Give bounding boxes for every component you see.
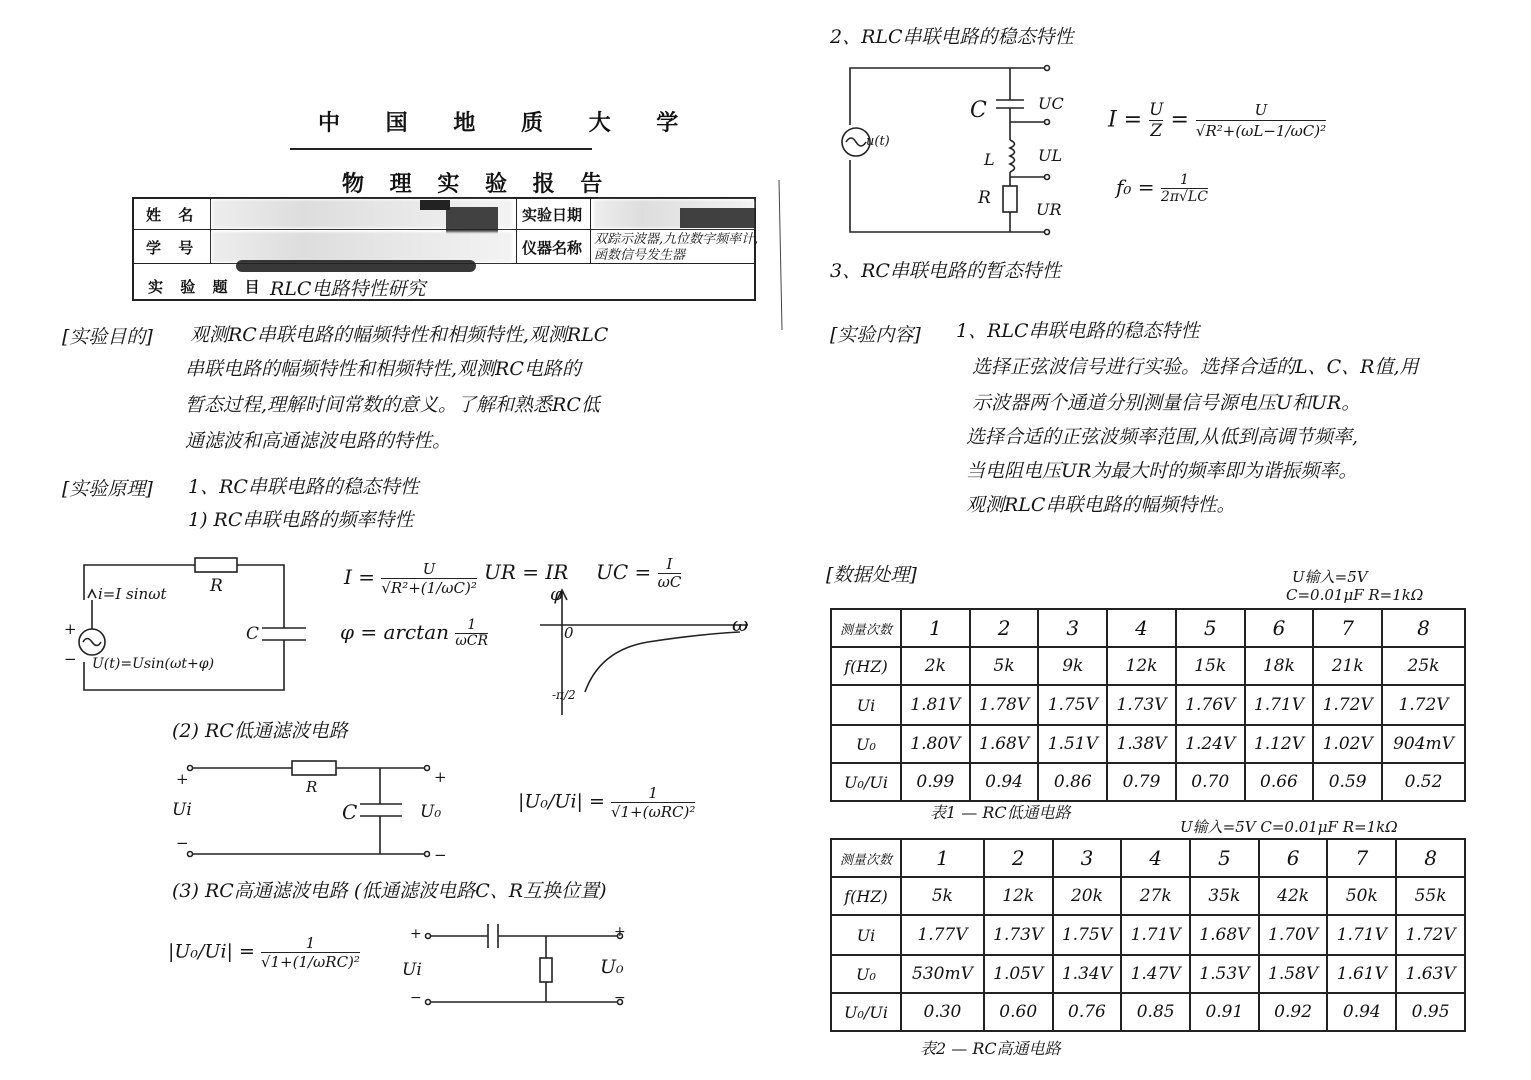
table-cell: 0.99 [901,763,970,801]
terminal [426,934,431,939]
row-label: 测量次数 [831,839,901,877]
table-cell: 1.75V [1053,915,1122,955]
table-cell: 25k [1382,647,1465,685]
hp-formula-lhs: |U₀/Ui| = [168,940,255,963]
table-cell: 904mV [1382,725,1465,763]
hp-minus-left: − [410,990,422,1006]
rc-transient-heading: 3、RC串联电路的暂态特性 [830,260,1061,282]
table-cell: 21k [1313,647,1382,685]
table-row [831,609,1465,647]
content-line: 示波器两个通道分别测量信号源电压U和UR。 [972,392,1361,414]
highpass-heading: (3) RC高通滤波电路 (低通滤波电路C、R互换位置) [172,880,607,902]
terminal [425,766,430,771]
table-cell: 0.91 [1190,993,1259,1031]
highpass-formula [168,934,360,971]
table-cell: 1.75V [1038,685,1107,725]
rlc-inductor [1010,140,1015,172]
lp-capacitor-label: C [342,800,358,824]
content-label: [实验内容] [830,324,921,346]
phi-axis-label: φ [550,584,563,605]
hp-formula-den: √1+(1/ωRC)² [260,953,360,971]
formula-i-num: U [381,560,476,579]
table-cell: 27k [1121,877,1190,915]
rlc-f0-den: 2π√LC [1160,189,1208,205]
rlc-resistor [1003,186,1017,212]
lp-formula-lhs: |U₀/Ui| = [518,790,605,813]
omega-axis-label: ω [732,612,749,636]
table-cell: 7 [1327,839,1396,877]
formula-phi-lhs: φ = arctan [340,620,450,644]
table-cell: 5k [901,877,984,915]
table-cell: 8 [1396,839,1465,877]
rlc-ur-label: UR [1036,200,1062,219]
formula-uc-lhs: UC = [596,560,652,584]
capacitor-label: C [246,624,260,644]
rlc-l-label: L [984,150,995,169]
row-label: f(HZ) [831,877,901,915]
terminal [1045,230,1050,235]
row-label: U₀ [831,725,901,763]
content-line: 选择正弦波信号进行实验。选择合适的L、C、R值,用 [972,356,1419,378]
ac-wave [83,639,101,646]
table-cell: 1.02V [1313,725,1382,763]
table-cell: 1.63V [1396,955,1465,993]
formula-i-lhs: I = [344,565,376,589]
table-cell: 1.68V [970,725,1039,763]
hp-resistor [540,958,552,982]
hp-formula-num: 1 [261,934,360,953]
table-cell: 3 [1038,609,1107,647]
table-cell: 1.53V [1190,955,1259,993]
table-cell: 0.86 [1038,763,1107,801]
table-cell: 18k [1245,647,1314,685]
formula-uc-num: I [658,556,682,574]
table-row [831,955,1465,993]
table-cell: 5 [1190,839,1259,877]
table-row [831,877,1465,915]
lp-output-label: U₀ [420,802,442,822]
table-cell: 9k [1038,647,1107,685]
rlc-frac2-den: √R²+(ωL−1/ωC)² [1195,122,1327,140]
table2-caption: 表2 — RC高通电路 [920,1039,1061,1058]
table-cell: 7 [1313,609,1382,647]
row-label: Ui [831,685,901,725]
rlc-r-label: R [978,188,991,208]
table-cell: 6 [1259,839,1328,877]
hp-minus-right: − [614,990,626,1006]
table-row [831,993,1465,1031]
formula-uc-frac [658,556,682,591]
table-cell: 1.05V [984,955,1053,993]
table-cell: 0.85 [1121,993,1190,1031]
formula-ur: UR = IR [484,560,569,584]
table-cell: 4 [1107,609,1176,647]
formula-phi-frac [455,618,488,649]
table-cell: 15k [1176,647,1245,685]
table-cell: 1.73V [1107,685,1176,725]
rlc-frac2-num: U [1196,100,1326,121]
content-line: 选择合适的正弦波频率范围,从低到高调节频率, [966,426,1359,448]
table-cell: 42k [1259,877,1328,915]
table2 [830,838,1466,1032]
table1-caption: 表1 — RC低通电路 [930,803,1071,822]
table-cell: 12k [1107,647,1176,685]
current-arrow-icon [88,590,96,598]
table-row [831,915,1465,955]
content-line: 当电阻电压UR为最大时的频率即为谐振频率。 [966,460,1358,482]
rlc-formula-i-lhs: I = [1108,107,1143,133]
formula-phi [340,618,488,649]
lp-formula-num: 1 [611,784,695,803]
purpose-label: [实验目的] [62,326,153,348]
row-label: 测量次数 [831,609,901,647]
table1-params-line2: C=0.01μF R=1kΩ [1286,586,1424,604]
terminal [1045,175,1050,180]
hp-plus-right: + [614,924,626,940]
lp-formula-frac [611,784,695,821]
minus-sign: − [64,650,77,668]
lp-input-label: Ui [172,800,192,820]
current-label: i=I sinωt [98,585,167,603]
rc-wire [237,565,284,628]
table-cell: 0.79 [1107,763,1176,801]
table-cell: 0.30 [901,993,984,1031]
rlc-frac2 [1196,100,1326,141]
table-cell: 0.94 [1327,993,1396,1031]
table-cell: 2 [984,839,1053,877]
table-cell: 0.70 [1176,763,1245,801]
table-cell: 1.77V [901,915,984,955]
table-cell: 1.71V [1121,915,1190,955]
lowpass-formula [518,784,695,821]
formula-uc [596,556,681,591]
table-row [831,647,1465,685]
principle-item1: 1、RC串联电路的稳态特性 [188,476,419,498]
rlc-formula-eq: = [1170,107,1189,133]
lowpass-heading: (2) RC低通滤波电路 [172,720,348,742]
table-cell: 1.24V [1176,725,1245,763]
table-cell: 1.81V [901,685,970,725]
rlc-frac1-num: U [1149,100,1164,120]
table-cell: 1.80V [901,725,970,763]
rlc-formula-f0 [1116,172,1208,205]
rlc-heading: 2、RLC串联电路的稳态特性 [830,26,1074,48]
purpose-line: 串联电路的幅频特性和相频特性,观测RC电路的 [185,358,581,380]
hp-formula-frac [261,934,360,971]
rlc-uc-label: UC [1038,94,1064,113]
table-cell: 0.59 [1313,763,1382,801]
table-cell: 1.70V [1259,915,1328,955]
table-cell: 1.51V [1038,725,1107,763]
instrument-value: 双踪示波器,九位数字频率计,函数信号发生器 [594,232,759,263]
formula-phi-den: ωCR [455,633,489,649]
table-cell: 6 [1245,609,1314,647]
table-cell: 4 [1121,839,1190,877]
rlc-frac1 [1149,100,1163,141]
rlc-frac1-den: Z [1150,121,1163,141]
table-cell: 5 [1176,609,1245,647]
rlc-source-label: u(t) [866,134,890,149]
lp-formula-den: √1+(ωRC)² [610,803,696,821]
table-row [831,725,1465,763]
table-cell: 1.47V [1121,955,1190,993]
ac-wave [846,138,866,146]
lp-plus-left: + [176,770,189,788]
plus-sign: + [64,620,77,638]
table-cell: 1 [901,839,984,877]
formula-i-den: √R²+(1/ωC)² [381,579,477,597]
table-cell: 35k [1190,877,1259,915]
terminal [1045,66,1050,71]
lp-resistor-label: R [306,778,318,796]
source-label: U(t)=Usin(ωt+φ) [92,656,215,672]
table-cell: 1.73V [984,915,1053,955]
table-cell: 1.72V [1396,915,1465,955]
table-cell: 1.58V [1259,955,1328,993]
table-cell: 5k [970,647,1039,685]
hp-output-label: U₀ [600,956,624,978]
rlc-ul-label: UL [1038,146,1063,165]
table-cell: 530mV [901,955,984,993]
table-cell: 0.52 [1382,763,1465,801]
date-label: 实验日期 [522,206,583,224]
row-label: U₀/Ui [831,993,901,1031]
hp-input-label: Ui [402,960,422,980]
lp-resistor [292,761,336,775]
phase-curve [585,632,740,692]
asymptote-label: -π/2 [552,688,576,702]
university-name: 中 国 地 质 大 学 [318,111,698,136]
rlc-f0-frac [1161,172,1208,205]
row-label: U₀/Ui [831,763,901,801]
page-seam [779,180,782,330]
table-cell: 1.38V [1107,725,1176,763]
table-cell: 1.68V [1190,915,1259,955]
table1-params-line1: U输入=5V [1292,568,1368,586]
content-line: 观测RLC串联电路的幅频特性。 [966,494,1236,516]
terminal [1045,120,1050,125]
purpose-line: 观测RC串联电路的幅频特性和相频特性,观测RLC [190,324,609,346]
formula-i-frac [381,560,476,597]
principle-label: [实验原理] [62,478,153,500]
rlc-wire [850,160,1045,232]
name-label: 姓 名 [146,206,200,224]
table-cell: 1.78V [970,685,1039,725]
formula-i [344,560,477,597]
table-cell: 1.71V [1245,685,1314,725]
rlc-wire [850,68,1045,125]
formula-phi-num: 1 [455,618,488,634]
table-cell: 0.76 [1053,993,1122,1031]
table-cell: 1.76V [1176,685,1245,725]
resistor-label: R [210,576,223,596]
table-cell: 1.34V [1053,955,1122,993]
table2-params: U输入=5V C=0.01μF R=1kΩ [1180,818,1398,836]
table-cell: 8 [1382,609,1465,647]
table-row [831,763,1465,801]
topic-label: 实 验 题 目 [148,278,266,296]
table1 [830,608,1466,802]
table-cell: 1 [901,609,970,647]
data-label: [数据处理] [826,564,917,586]
formula-uc-den: ωC [657,573,682,591]
report-title: 物 理 实 验 报 告 [342,172,612,197]
table-cell: 1.71V [1327,915,1396,955]
terminal [425,852,430,857]
table-cell: 12k [984,877,1053,915]
rlc-formula-i [1108,100,1326,141]
student-id-label: 学 号 [146,239,200,257]
hp-plus-left: + [410,926,422,942]
table-cell: 20k [1053,877,1122,915]
table-row [831,685,1465,725]
purpose-line: 通滤波和高通滤波电路的特性。 [185,430,452,452]
terminal [188,852,193,857]
table-cell: 2 [970,609,1039,647]
table-cell: 1.72V [1382,685,1465,725]
table-cell: 0.60 [984,993,1053,1031]
table-cell: 0.66 [1245,763,1314,801]
purpose-line: 暂态过程,理解时间常数的意义。了解和熟悉RC低 [185,394,600,416]
rlc-f0-num: 1 [1161,172,1208,189]
row-label: Ui [831,915,901,955]
content-item1: 1、RLC串联电路的稳态特性 [956,320,1200,342]
row-label: f(HZ) [831,647,901,685]
topic-value: RLC电路特性研究 [270,278,426,300]
table-cell: 3 [1053,839,1122,877]
origin-label: 0 [564,624,574,642]
lp-plus-right: + [434,768,447,786]
table-cell: 0.92 [1259,993,1328,1031]
instrument-label: 仪器名称 [522,239,583,257]
lp-minus-right: − [434,846,447,864]
table-cell: 55k [1396,877,1465,915]
lp-minus-left: − [176,834,189,852]
table-cell: 1.72V [1313,685,1382,725]
terminal [426,1000,431,1005]
rlc-f0-lhs: f₀ = [1116,175,1155,199]
table-cell: 1.12V [1245,725,1314,763]
table-cell: 50k [1327,877,1396,915]
table-cell: 0.95 [1396,993,1465,1031]
rlc-c-label: C [970,98,987,123]
principle-item1-1: 1) RC串联电路的频率特性 [188,509,414,531]
table-row [831,839,1465,877]
table-cell: 0.94 [970,763,1039,801]
row-label: U₀ [831,955,901,993]
table-cell: 1.61V [1327,955,1396,993]
rc-resistor [195,558,237,572]
table-cell: 2k [901,647,970,685]
